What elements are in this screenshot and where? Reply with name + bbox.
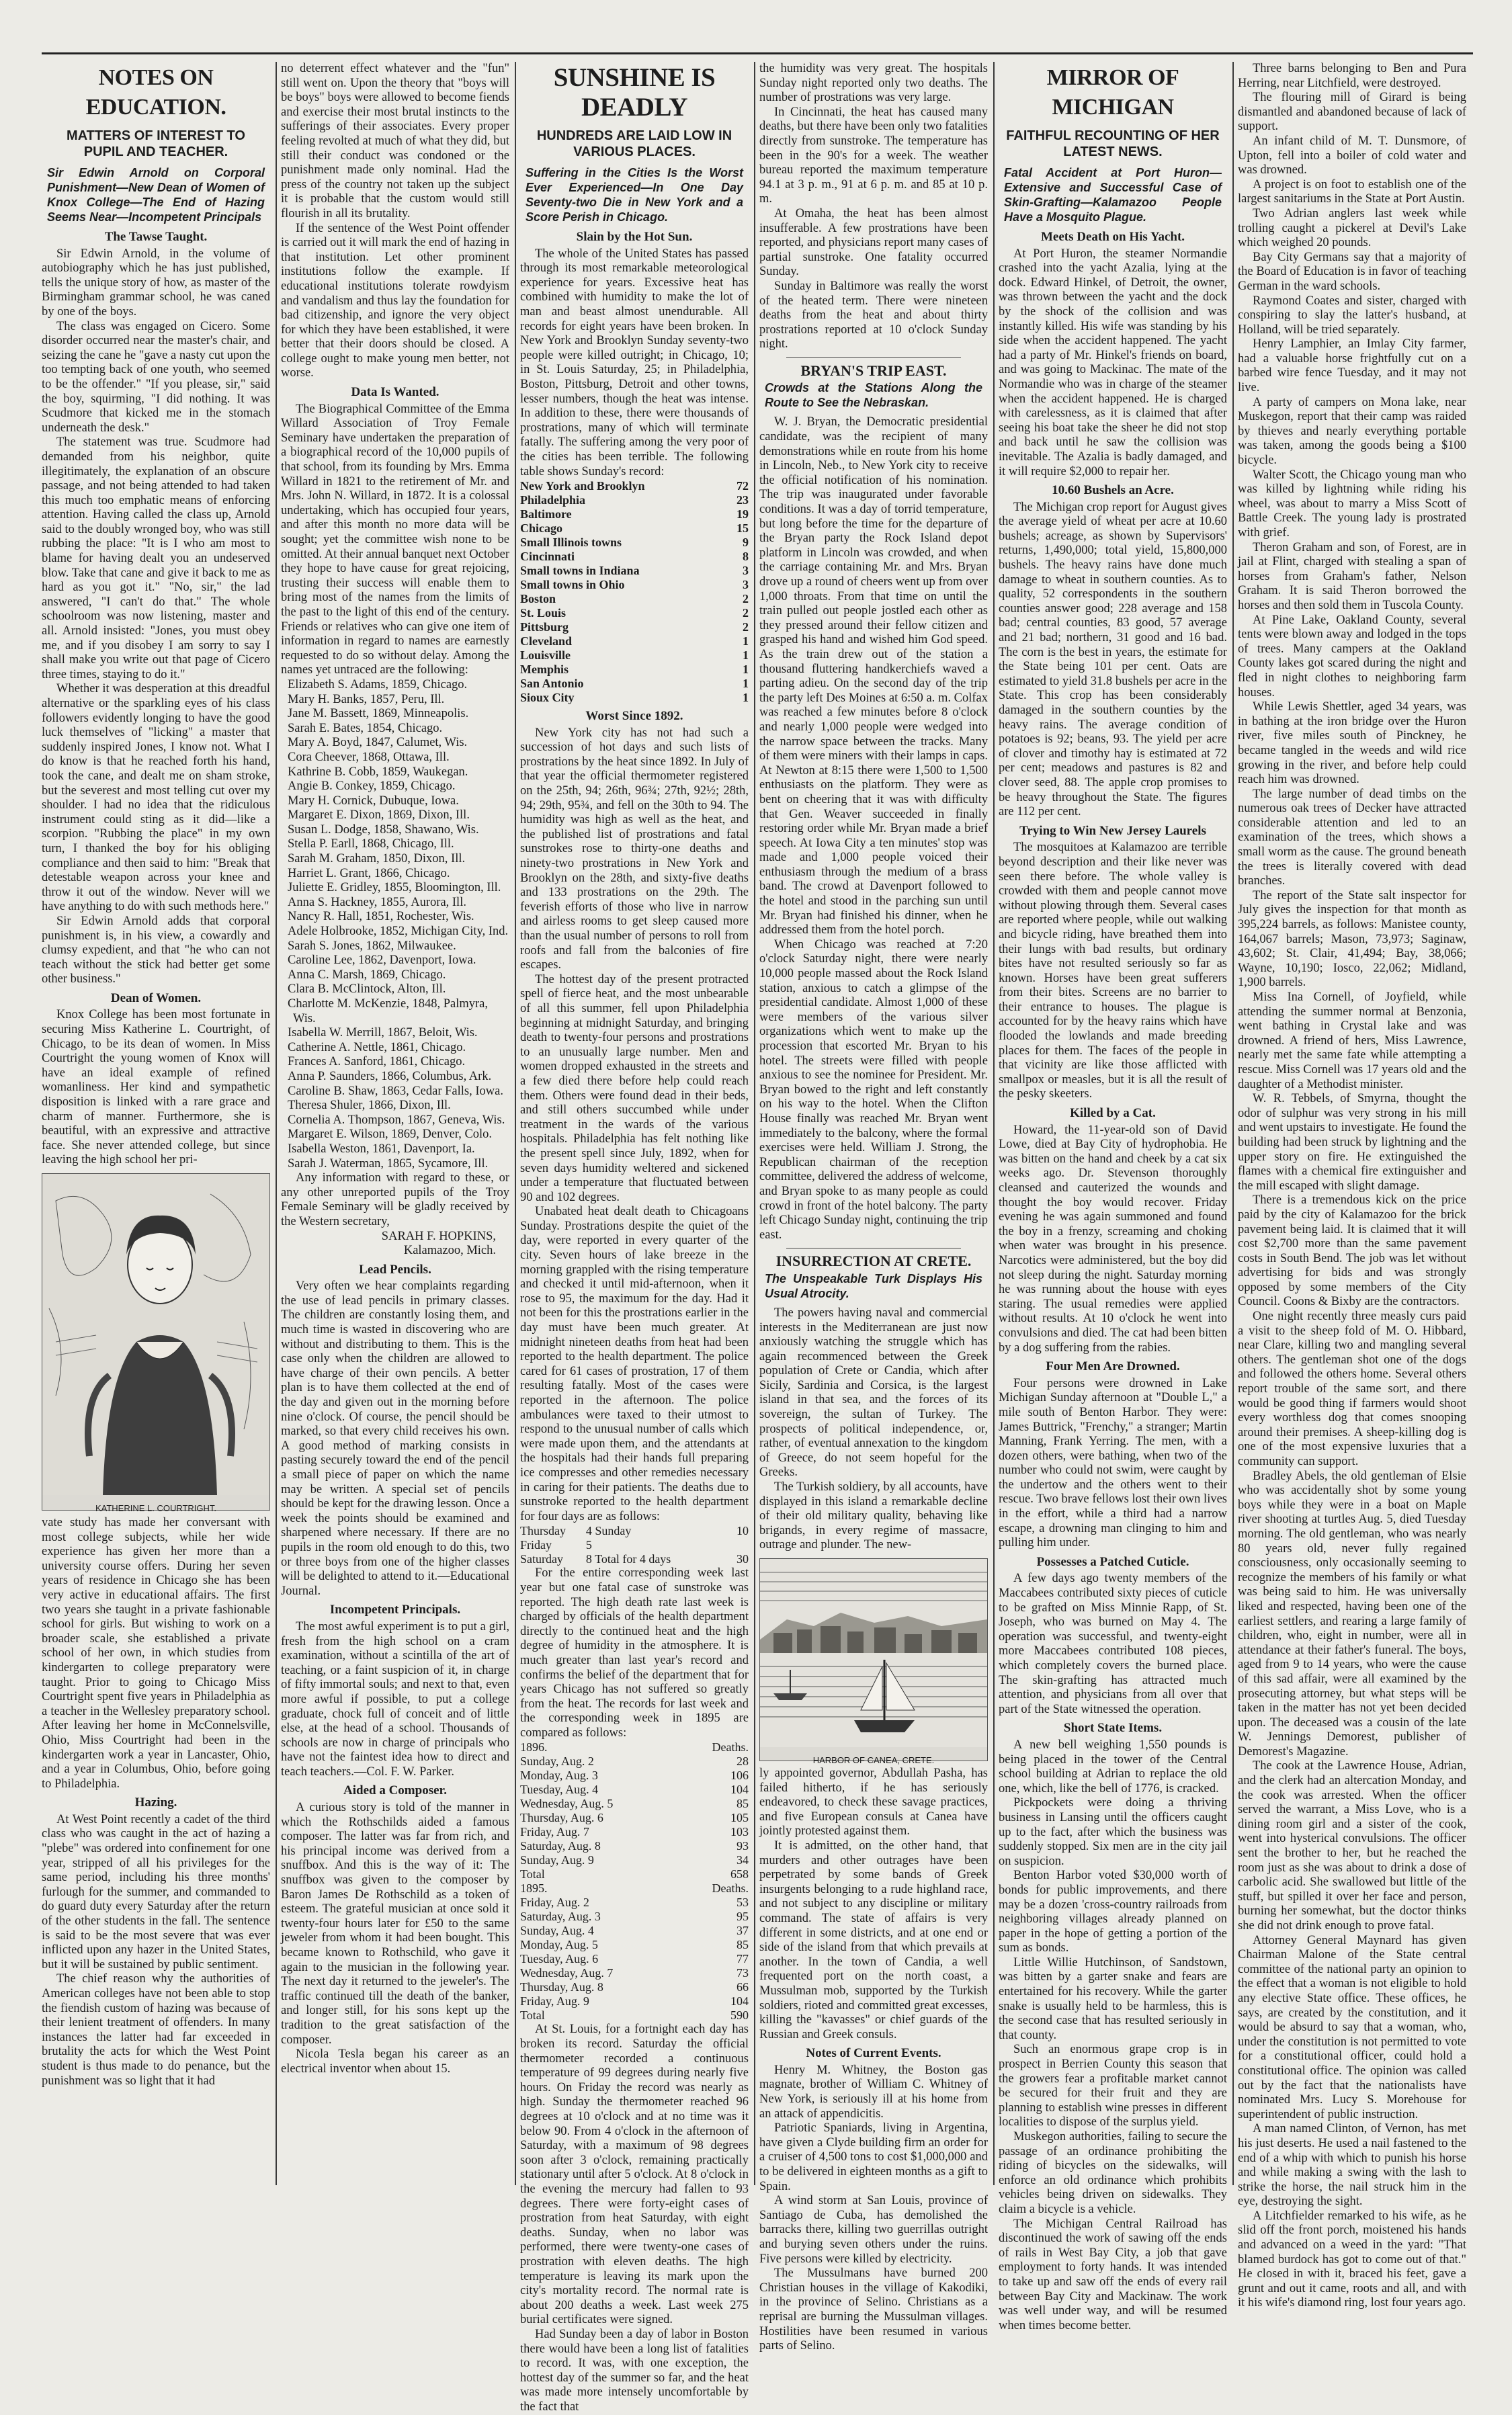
- table-row: [520, 677, 749, 691]
- table-row: [520, 1994, 749, 2008]
- table-cell: Saturday, Aug. 8: [520, 1839, 601, 1853]
- table-cell: Cincinnati: [520, 550, 575, 564]
- untraced-name-item: Margaret E. Wilson, 1869, Denver, Colo.: [288, 1128, 493, 1142]
- paragraph: A man named Clinton, of Vernon, has met his just deserts. He used a nail fastened to the end of a whip with which to punish his horse and while making a swing with the lash to strike the horse, the nail struck him in the eye, destroying the sight.: [1238, 2122, 1466, 2209]
- paragraph: Sunday in Baltimore was really the worst of the heated term. There were nineteen deaths from the heat and about thirty prostrations reported at 10 o'clock Sunday night.: [759, 279, 988, 351]
- table-row: [520, 493, 749, 507]
- paragraph: The Michigan crop report for August gives the average yield of wheat per acre at 10.60 bushels; acreage, as shown by Supervisors' returns, 1,490,000; total yield, 15,800,000 bushels. The heavy rains have done much damage to wheat in southern counties. As to quality, 52 correspondents in the southern counties answer good; 228 average and 158 bad; central counties, 83 good, 57 average and 21 bad; northern, 31 good and 16 bad. The corn is the best in years, the estimate for the State being 101 per cent. Oats are estimated to yield 31.8 bushels per acre in the State. This crop has been considerably damaged in the southern counties by the heavy rains. The average condition of potatoes is 92; beans, 93. The yield per acre of clover and timothy hay is estimated at 72 per cent; meadows and pastures is 82 and clover seed, 88. The apple crop promises to be heavy throughout the State. The figures are 112 per cent.: [999, 500, 1227, 819]
- subdeck: Sir Edwin Arnold on Corporal Punishment—New Dean of Women of Knox College—The End of Hazing Seems Near—Incompetent Principals: [47, 166, 265, 224]
- table-cell: New York and Brooklyn: [520, 479, 645, 493]
- paragraph: A few days ago twenty members of the Maccabees contributed sixty pieces of cuticle to be grafted on Miss Minnie Rapp, of St. Joseph, who was burned on May 4. The operation was successful, and twenty-eight more Maccabees contributed 108 pieces, which completely covers the burned place. The skin-grafting has attracted much attention, and physicians from all over that part of the State witnessed the operation.: [999, 1572, 1227, 1716]
- table-cell: 93: [737, 1839, 749, 1853]
- table-row: [520, 1811, 749, 1825]
- deaths-1896-table: [520, 1740, 749, 1881]
- table-cell: Thursday: [520, 1524, 566, 1538]
- paragraph: Knox College has been most fortunate in securing Miss Katherine L. Courtright, of Chicago, to be its dean of women. In Miss Courtright the young women of Knox will have an ideal example of refined womanliness. Her kind and sympathetic disposition is linked with a rare grace and charm of manner. Furthermore, she is beautiful, with an expressive and attractive face. She never attended college, but since leaving the high school her pri-: [42, 1008, 270, 1167]
- table-cell: Saturday: [520, 1552, 563, 1566]
- paragraph: Henry M. Whitney, the Boston gas magnate, brother of William C. Whitney of New York, is seriously ill at his home from an attack of appendicitis.: [759, 2063, 988, 2121]
- column-5: [999, 62, 1227, 2332]
- paragraph: Muskegon authorities, failing to secure the passage of an ordinance prohibiting the riding of bicycles on the sidewalks, will enforce an old ordinance which prohibits vehicles being driven on sidewalks. They claim a bicycle is a vehicle.: [999, 2130, 1227, 2216]
- table-cell: 95: [737, 1910, 749, 1924]
- subdeck: The Unspeakable Turk Displays His Usual Atrocity.: [765, 1271, 982, 1300]
- table-row: [520, 663, 749, 677]
- table-cell: 9: [743, 536, 749, 550]
- untraced-name-item: Sarah S. Jones, 1862, Milwaukee.: [288, 939, 456, 953]
- subhead: Hazing.: [134, 1795, 177, 1810]
- untraced-name-item: Anna P. Saunders, 1866, Columbus, Ark.: [288, 1069, 492, 1083]
- paragraph: the humidity was very great. The hospitals Sunday night reported only two deaths. The number of prostrations was very large.: [759, 62, 988, 105]
- untraced-name-item: Isabella W. Merrill, 1867, Beloit, Wis.: [288, 1026, 478, 1040]
- untraced-name-item: Mary H. Banks, 1857, Peru, Ill.: [288, 692, 445, 706]
- paragraph: W. R. Tebbels, of Smyrna, thought the odor of sulphur was very strong in his mill and went upstairs to investigate. He found the building had been struck by lightning and the upper story on fire. He extinguished the flames with a chemical fire extinguisher and the mill escaped with slight damage.: [1238, 1092, 1466, 1193]
- table-cell: 1: [743, 677, 749, 691]
- untraced-name-item: Anna S. Hackney, 1855, Aurora, Ill.: [288, 895, 466, 909]
- portrait-illustration: [42, 1173, 270, 1511]
- table-cell: 53: [737, 1896, 749, 1910]
- table-cell: 19: [737, 507, 749, 521]
- table-cell: Deaths.: [712, 1881, 749, 1896]
- paragraph: Two Adrian anglers last week while trolling caught a pickerel at Devil's Lake which weighed 20 pounds.: [1238, 206, 1466, 250]
- column-3: [520, 62, 749, 2414]
- table-row: [520, 1896, 749, 1910]
- table-cell: Friday: [520, 1538, 552, 1552]
- headline-mirror-of-michigan: MIRROR OF MICHIGAN: [1046, 65, 1179, 120]
- subdeck: Crowds at the Stations Along the Route to See the Nebraskan.: [765, 381, 982, 410]
- paragraph: Bradley Abels, the old gentleman of Elsie who was accidentally shot by some young boys while they were in a boat on Maple river shooting at turtles Aug. 5, died Tuesday morning. The old gentleman, who was nearly 80 years old, never fully regained consciousness, only occasionally seeming to recognize the members of his family or what was being said to him. He was universally liked and respected, having been one of the earliest settlers, and rearing a large family of children, who, eight in number, were all in attendance at their father's funeral. The boys, aged from 9 to 14 years, who were the cause of this sad affair, were all examined by the prosecuting attorney, but what steps will be taken in the matter has not yet been decided upon. The deceased was a cousin of the late W. Jennings Demorest, publisher of Demorest's Magazine.: [1238, 1469, 1466, 1759]
- deaths-1895-table: [520, 1881, 749, 2023]
- table-cell: Chicago: [520, 521, 562, 536]
- subhead: Data Is Wanted.: [351, 385, 439, 400]
- paragraph: A curious story is told of the manner in which the Rothschilds aided a famous composer. The latter was far from rich, and his principal income was derived from a snuffbox. And this is the way of it: The snuffbox was given to the composer by Baron James De Rothschild as a token of esteem. The grateful musician at once sold it twenty-four hours later for £50 to the same jeweler from whom it had been bought. This became known to Rothschild, who gave it again to the musician in the following year. The next day it returned to the jeweler's. The traffic continued till the death of the banker, and longer still, for his sons kept up the tradition to the great satisfaction of the composer.: [281, 1801, 509, 2047]
- table-row: [520, 1867, 749, 1881]
- table-row: [520, 606, 749, 620]
- table-cell: 1895.: [520, 1881, 548, 1896]
- signature-name: SARAH F. HOPKINS,: [381, 1229, 496, 1243]
- paragraph: It is admitted, on the other hand, that murders and other outrages have been perpetrated by some bands of Greek insurgents belonging to a rude highland race, and not subject to any discipline or military command. The state of affairs is very different in some districts, and at one end or side of the island from that which prevails at another. In the town of Candia, a well frequented port on the north coast, a Mussulman mob, supported by the Turkish soldiers, rioted and committed great excesses, killing the "kavasses" or chief guards of the Russian and Greek consuls.: [759, 1838, 988, 2041]
- table-row: [520, 691, 749, 705]
- table-cell: Wednesday, Aug. 5: [520, 1797, 614, 1811]
- paragraph: New York city has not had such a succession of hot days and such lists of prostrations by the heat since 1892. In July of that year the official thermometer registered on the 25th, 94; 26th, 96¾; 27th, 92½; 28th, 94; 29th, 95¾, and fell on the 30th to 94. The humidity was high as well as the heat, and the published list of prostrations and fatal sunstrokes rose to thirty-one deaths and ninety-two prostrations in New York and Brooklyn on the 28th, and sixty-five deaths and 133 prostrations on the 29th. The feverish efforts of those who live in narrow and airless rooms to get sleep caused more than the usual number of persons to roll from roofs and fall from the balconies of fire escapes.: [520, 726, 749, 972]
- paragraph: The flouring mill of Girard is being dismantled and abandoned because of lack of support.: [1238, 91, 1466, 134]
- table-cell: 72: [737, 479, 749, 493]
- paragraph: Henry Lamphier, an Imlay City farmer, had a valuable horse frightfully cut on a barbed wire fence Tuesday, and it may not live.: [1238, 337, 1466, 395]
- column-rule: [515, 62, 516, 2185]
- paragraph: Unabated heat dealt death to Chicagoans Sunday. Prostrations despite the quiet of the day, were reported in every quarter of the city. Seven hours of lake breeze in the morning grappled with the rising temperature and checked it until mid-afternoon, when it rose to 95, the maximum for the day. Had it not been for this the prostrations earlier in the day must have been much greater. At midnight nineteen deaths from heat had been reported to the health department. The police cared for 61 cases of prostration, 17 of them resulting fatally. Most of the cases were reported in the afternoon. The police ambulances were taxed to their utmost to respond to the unusual number of calls which were made upon them, and the attendants at the hospitals had their hands full preparing ice compresses and other remedies necessary in caring for their patients. The deaths due to sunstroke reported to the health department for four days are as follows:: [520, 1205, 749, 1523]
- table-cell: 4 Sunday: [585, 1524, 632, 1538]
- paragraph: Raymond Coates and sister, charged with conspiring to slay the latter's husband, at Holland, will be tried separately.: [1238, 294, 1466, 337]
- untraced-name-item: Clara B. McClintock, Alton, Ill.: [288, 982, 446, 997]
- subhead: Lead Pencils.: [359, 1262, 431, 1277]
- paragraph: A party of campers on Mona lake, near Muskegon, report that their camp was raided by thieves and nearly everything portable was taken, among the goods being a $100 bicycle.: [1238, 395, 1466, 468]
- untraced-name-item: Juliette E. Gridley, 1855, Bloomington, Ill.: [288, 881, 501, 895]
- table-cell: Memphis: [520, 663, 569, 677]
- paragraph: A project is on foot to establish one of the largest sanitariums in the State at Port Austin.: [1238, 177, 1466, 206]
- subhead: Slain by the Hot Sun.: [576, 230, 693, 244]
- table-row: [520, 1552, 749, 1566]
- subhead: Possesses a Patched Cuticle.: [1036, 1554, 1189, 1569]
- paragraph: The report of the State salt inspector for July gives the inspection for that month as 395,224 barrels, as follows: Manistee county, 164,067 barrels; Mason, 73,973; Saginaw, 43,602; St. Clair, 41,494; Bay, 38,066; Wayne, 10,190; Iosco, 22,062; Midland, 1,900 barrels.: [1238, 888, 1466, 990]
- table-cell: 2: [743, 606, 749, 620]
- untraced-name-item: Jane M. Bassett, 1869, Minneapolis.: [288, 707, 469, 721]
- paragraph: The powers having naval and commercial interests in the Mediterranean are just now anxiously watching the struggle which has again recommenced between the Greek population of Crete or Candia, which after Sicily, Sardinia and Corsica, is the largest island in that sea, and the forces of its sovereign, the sultan of Turkey. The prospects of political independence, or, rather, of eventual annexation to the kingdom of Greece, do not seem hopeful for the Greeks.: [759, 1306, 988, 1480]
- untraced-name-item: Adele Holbrooke, 1852, Michigan City, Ind.: [288, 925, 509, 939]
- paragraph: The cook at the Lawrence House, Adrian, and the clerk had an altercation Monday, and the cook was arrested. When the officer served the warrant, a Miss Love, who is a dining room girl and a sister of the cook, went into hysterical convulsions. The officer sent the brother to her, but he reached the room just as she was about to drink a dose of carbolic acid. She swallowed but little of the stuff, but spilled it over her face and person, burning her somewhat, but the doctor thinks she did not drink enough to prove fatal.: [1238, 1759, 1466, 1933]
- paragraph: The hottest day of the present protracted spell of fierce heat, and the most unbearable of all this summer, fell upon Philadelphia beginning at midnight Saturday, and bringing death to twenty-four persons and prostrations to an unusually large number. Men and women dropped exhausted in the streets and a few died there before help could reach them. Others were found dead in their beds, and still others succumbed while under treatment in the wards of the various hospitals. Philadelphia has felt nothing like the present spell since July, 1892, when for seven days humidity weltered and sickened under a temperature that fluctuated between 90 and 102 degrees.: [520, 972, 749, 1204]
- table-row: [520, 1853, 749, 1867]
- paragraph: Bay City Germans say that a majority of the Board of Education is in favor of teaching German in the ward schools.: [1238, 250, 1466, 293]
- subhead: Incompetent Principals.: [329, 1603, 461, 1617]
- column-rule: [1232, 62, 1234, 2185]
- paragraph: The large number of dead timbs on the numerous oak trees of Decker have attracted considerable attention and led to an examination of the trees, which shows a small worm as the cause. The ground beneath the trees is literally covered with dead branches.: [1238, 787, 1466, 888]
- table-cell: 1: [743, 648, 749, 663]
- table-cell: 30: [737, 1552, 749, 1566]
- table-cell: 105: [730, 1811, 749, 1825]
- table-cell: [708, 1538, 749, 1552]
- paragraph: Patriotic Spaniards, living in Argentina, have given a Clyde building firm an order for a cruiser of 4,500 tons to cost $1,000,000 and to be delivered in eighteen months as a gift to Spain.: [759, 2121, 988, 2193]
- paragraph: The chief reason why the authorities of American colleges have not been able to stop the fiendish custom of hazing was because of their lenient treatment of offenders. In many instances the latter had far exceeded in brutality the acts for which the West Point student is thus made to do penance, but the punishment was so light that it had: [42, 1972, 270, 2088]
- paragraph: For the entire corresponding week last year but one fatal case of sunstroke was reported. The high death rate last week is charged by officials of the health department directly to the continued heat and the high degree of humidity in the atmosphere. It is much greater than last year's record and confirms the belief of the department that for years Chicago has not suffered so greatly from the heat. The records for last week and the corresponding week in 1895 are compared as follows:: [520, 1566, 749, 1740]
- paragraph: The statement was true. Scudmore had demanded from his neighbor, quite illegitimately, the explanation of an obscure passage, and not being attended to had taken this much too emphatic means of enforcing attention. Having called the class up, Arnold said to the doubly wronged boy, who was still rubbing the place: "It is I who am most to blame for having dealt you an undeserved blow. Take that cane and give it back to me as hard as you got it." "No, sir," the lad answered, "I can't do that." The whole schoolroom was now listening, master and all. Arnold insisted: "Jones, you must obey me, and if you disobey I am sorry to say I shall make you write out that page of Cicero three times, staying to do it.": [42, 435, 270, 681]
- untraced-name-item: Isabella Weston, 1861, Davenport, Ia.: [288, 1142, 475, 1156]
- portrait-caption: KATHERINE L. COURTRIGHT.: [95, 1502, 217, 1513]
- paragraph: A Litchfielder remarked to his wife, as he slid off the front porch, moistened his hands and advanced on a weed in the yard: "That blamed burdock has got to come out of that." He closed in with it, braced his feet, gave a grunt and out it came, roots and all, and with it his wife's diamond ring, lost four years ago.: [1238, 2209, 1466, 2310]
- table-cell: 2: [743, 620, 749, 634]
- untraced-name-item: Caroline B. Shaw, 1863, Cedar Falls, Iowa.: [288, 1084, 503, 1098]
- table-cell: Pittsburg: [520, 620, 569, 634]
- subhead: Trying to Win New Jersey Laurels: [1019, 823, 1206, 838]
- table-cell: 5: [585, 1538, 592, 1552]
- table-cell: Monday, Aug. 5: [520, 1938, 598, 1952]
- untraced-name-item: Caroline Lee, 1862, Davenport, Iowa.: [288, 954, 476, 968]
- paragraph: Four persons were drowned in Lake Michigan Sunday afternoon at "Double L," a mile south of Benton Harbor. They were: James Buttrick, "Frenchy," a stranger; Martin Manning, Frank Yerring. The men, with a dozen others, were bathing, when two of the number who could not swim, were caught by the undertow and the others went to their rescue. Two brave fellows lost their own lives in the effort, while a third had a narrow escape, a drowning man clinging to him and pulling him under.: [999, 1376, 1227, 1550]
- paragraph: Such an enormous grape crop is in prospect in Berrien County this season that the growers fear a profitable market cannot be secured for their fruit and they are planning to establish wine presses in different localities to dispose of the surplus yield.: [999, 2043, 1227, 2129]
- untraced-name-item: Elizabeth S. Adams, 1859, Chicago.: [288, 677, 468, 691]
- table-cell: Sunday, Aug. 4: [520, 1924, 594, 1938]
- paragraph: The whole of the United States has passed through its most remarkable meteorological experience for years. Excessive heat has combined with humidity to make the lot of man and beast almost unendurable. All records for eight years have been broken. In New York and Brooklyn Sunday seventy-two people were killed outright; in Chicago, 10; in St. Louis Saturday, 25; in Philadelphia, Boston, Pittsburg, Detroit and other towns, lesser numbers, though the heat was intense. In addition to these, there were thousands of prostrations, many of which will terminate fatally. The suffering among the very poor of the cities has been terrible. The following table shows Sunday's record:: [520, 247, 749, 478]
- table-cell: Tuesday, Aug. 6: [520, 1952, 599, 1966]
- table-row: [520, 1839, 749, 1853]
- table-cell: 658: [730, 1867, 749, 1881]
- masthead-rule: [42, 52, 1473, 54]
- deck: HUNDREDS ARE LAID LOW IN VARIOUS PLACES.: [536, 128, 732, 159]
- paragraph: no deterrent effect whatever and the "fun" still went on. Upon the theory that "boys will be boys" boys were allowed to become fiends and exercise their most brutal instincts to the sufferings of their associates. Every proper feeling revolted at much of what they did, but still their conduct was condoned or the punishment made only nominal. Had the press of the country not taken up the subject it is probable that the custom would still flourish in all its brutality.: [281, 62, 509, 220]
- table-row: [520, 507, 749, 521]
- paragraph: An infant child of M. T. Dunsmore, of Upton, fell into a boiler of cold water and was drowned.: [1238, 134, 1466, 177]
- paragraph: Sir Edwin Arnold adds that corporal punishment is, in his view, a cowardly and clumsy expedient, and that "he who can not teach without the stick had better get some other business.": [42, 914, 270, 986]
- paragraph: Whether it was desperation at this dreadful alternative or the sparkling eyes of his class followers evidently longing to have the good luck themselves of "licking" a master that suddenly inspired Jones, I know not. What I do know is that he reached forth his hand, took the cane, and dealt me on sham stroke, but the severest and most telling cut over my shoulder. I had no idea that the ridiculous instrument could sting as it did—like a scorpion. "Rubbing the place" in my own turn, I thanked the boy for his obliging compliance and then said to him: "Break that detestable weapon across your knee and throw it out of the window. Never will we have anything to do with such methods here.": [42, 682, 270, 914]
- untraced-name-item: Theresa Shuler, 1866, Dixon, Ill.: [288, 1099, 451, 1113]
- untraced-name-item: Harriet L. Grant, 1866, Chicago.: [288, 866, 450, 880]
- paragraph: Had Sunday been a day of labor in Boston there would have been a long list of fatalities to record. It was, with one exception, the hottest day of the summer so far, and the heat was made more intensely uncomfortable by the fact that: [520, 2327, 749, 2414]
- untraced-name-item: Catherine A. Nettle, 1861, Chicago.: [288, 1040, 466, 1054]
- headline-notes-on-education: NOTES ON EDUCATION.: [85, 65, 226, 120]
- table-cell: 106: [730, 1769, 749, 1783]
- table-cell: 104: [730, 1994, 749, 2008]
- table-row: [520, 1538, 749, 1552]
- untraced-name-item: Cora Cheever, 1868, Ottawa, Ill.: [288, 750, 450, 764]
- table-cell: Cleveland: [520, 634, 573, 648]
- table-row: [520, 550, 749, 564]
- column-rule: [276, 62, 277, 2185]
- untraced-names-list: [281, 678, 509, 1171]
- subhead: Four Men Are Drowned.: [1046, 1359, 1180, 1374]
- table-cell: 66: [737, 1980, 749, 1994]
- untraced-name-item: Sarah J. Waterman, 1865, Sycamore, Ill.: [288, 1156, 489, 1171]
- table-cell: 3: [743, 564, 749, 578]
- subdeck: Fatal Accident at Port Huron—Extensive and Successful Case of Skin-Grafting—Kalamazoo People Have a Mosquito Plague.: [1004, 166, 1222, 224]
- untraced-name-item: Sarah E. Bates, 1854, Chicago.: [288, 721, 443, 735]
- harbor-illustration: [759, 1558, 988, 1765]
- table-cell: 77: [737, 1952, 749, 1966]
- paragraph: Miss Ina Cornell, of Joyfield, while attending the summer normal at Benzonia, went bathing in Crystal lake and was drowned. A friend of hers, Miss Lawrence, nearly met the same fate while attempting a rescue. Miss Cornell was 17 years old and the daughter of a Methodist minister.: [1238, 990, 1466, 1091]
- table-row: [520, 479, 749, 493]
- table-row: [520, 1966, 749, 1980]
- paragraph: Any information with regard to these, or any other unreported pupils of the Troy Female Seminary will be gladly received by the Western secretary,: [281, 1171, 509, 1228]
- table-cell: 590: [730, 2008, 749, 2023]
- table-cell: Small towns in Ohio: [520, 578, 625, 592]
- table-cell: Small Illinois towns: [520, 536, 622, 550]
- headline-insurrection-at-crete: INSURRECTION AT CRETE.: [775, 1253, 972, 1270]
- paragraph: Theron Graham and son, of Forest, are in jail at Flint, charged with stealing a span of horses from Graham's father, Nelson Graham. It is said Theron borrowed the horses and then sold them in Tuscola County.: [1238, 540, 1466, 612]
- subhead: The Tawse Taught.: [104, 230, 208, 244]
- paragraph: The mosquitoes at Kalamazoo are terrible beyond description and their like never was seen there before. The whole valley is crowded with them and people cannot move without plowing through them. Several cases are reported where people, while out walking and bicycle riding, have breathed them into their lungs with bad results, but ordinary bites have not resulted seriously so far as known. Horses have been great sufferers from their bites. Screens are no barrier to their entrance to houses. The plague is accounted for by the heavy rains which have flooded the lowlands and made breeding places for them. The faces of the people in that vicinity are like those afflicted with smallpox or measles, but it is all the result of the pesky skeeters.: [999, 841, 1227, 1101]
- table-cell: Friday, Aug. 9: [520, 1994, 589, 2008]
- paragraph: Little Willie Hutchinson, of Sandstown, was bitten by a garter snake and fears are entertained for his recovery. While the garter snake is usually held to be harmless, this is the second case that has resulted seriously in that county.: [999, 1955, 1227, 2042]
- paragraph: Attorney General Maynard has given Chairman Malone of the State central committee of the national party an opinion to the effect that a woman is not eligible to hold any elective State office. These offices, he says, are created by the constitution, and it would be absurd to say that a woman, who, under the constitution is not permitted to vote for a constitutional officer, could hold a constitutional office. The opinion was called out by the fact that the nationalists have nominated Mrs. Lucy S. Morehouse for superintendent of public instruction.: [1238, 1933, 1466, 2121]
- paragraph: Nicola Tesla began his career as an electrical inventor when about 15.: [281, 2047, 509, 2076]
- column-4: [759, 62, 988, 2353]
- paragraph: W. J. Bryan, the Democratic presidential candidate, was the recipient of many demonstrations while en route from his home in Lincoln, Neb., to New York city to receive the official notification of his nomination. The trip was inaugurated under favorable conditions. It was a day of torrid temperature, but long before the time for the departure of the Bryan party the Rock Island depot platform in Lincoln was crowded, and when the carriage containing Mr. and Mrs. Bryan drove up a round of cheers went up from over 1,000 throats. From that time on until the train pulled out people jostled each other as they pressed around their fellow citizen and grasped his hand and wished him God speed. As the train drew out of the station a thousand fluttering handkerchiefs waved a parting adieu. On the second day of the trip the party left Des Moines at 6:50 a. m. Colfax was reached a few minutes before 8 o'clock and nearly 1,000 people were wedged into the narrow space between the tracks. Many of them were miners with their lamps in caps. At Newton at 8:15 there were 1,500 to 1,500 enthusiasts on the platform. They were as bent on cheering that it was with difficulty that Gen. Weaver succeeded in finally restoring order while Mr. Bryan made a brief speech. At Iowa City a ten minutes' stop was made and 1,000 people voiced their enthusiasm through the medium of a brass band. The crowd at Davenport followed to the hotel and stood in the parching sun until Mr. Bryan had finished his dinner, when he addressed them from the hotel porch.: [759, 415, 988, 937]
- subhead: Notes of Current Events.: [806, 2046, 941, 2061]
- subhead: Dean of Women.: [110, 990, 202, 1005]
- paragraph: At Pine Lake, Oakland County, several tents were blown away and lodged in the tops of trees. Many campers at the Oakland County lakes got scared during the night and fled in night clothes to neighboring farm houses.: [1238, 613, 1466, 700]
- paragraph: ly appointed governor, Abdullah Pasha, has failed hitherto, if he has seriously endeavored, to check these savage practices, and five European consuls at Canea have jointly protested against them.: [759, 1767, 988, 1838]
- table-row: [520, 592, 749, 606]
- harbor-caption: HARBOR OF CANEA, CRETE.: [812, 1754, 935, 1765]
- table-cell: Saturday, Aug. 3: [520, 1910, 601, 1924]
- table-cell: 103: [730, 1825, 749, 1839]
- deck: MATTERS OF INTEREST TO PUPIL AND TEACHER.: [67, 128, 245, 159]
- table-row: [520, 578, 749, 592]
- table-row: [520, 1797, 749, 1811]
- untraced-name-item: Sarah M. Graham, 1850, Dixon, Ill.: [288, 852, 466, 866]
- table-cell: Thursday, Aug. 8: [520, 1980, 603, 1994]
- newspaper-page: [42, 55, 1473, 2414]
- untraced-name-item: Angie B. Conkey, 1859, Chicago.: [288, 779, 456, 794]
- table-row: [520, 648, 749, 663]
- table-cell: Small towns in Indiana: [520, 564, 640, 578]
- subhead: Meets Death on His Yacht.: [1040, 230, 1185, 244]
- table-cell: 8: [743, 550, 749, 564]
- untraced-name-item: Susan L. Dodge, 1858, Shawano, Wis.: [288, 822, 479, 837]
- table-row: [520, 564, 749, 578]
- paragraph: Very often we hear complaints regarding the use of lead pencils in primary classes. The children are constantly losing them, and much time is wasted in discovering who are without and distributing to them. This is the case only when the children are allowed to have charge of their own pencils. A better plan is to have them collected at the end of the day and given out in the morning before nine o'clock. Of course, the pencil should be marked, so that every child receives his own. A good method of marking consists in pasting securely toward the end of the pencil a small piece of paper on which the name may be written. A special set of pencils should be kept for the drawing lesson. Once a week the points should be examined and sharpened where necessary. If there are no pupils in the room old enough to do this, two or three boys from one of the higher classes will be delighted to attend to it.—Educational Journal.: [281, 1279, 509, 1598]
- headline-bryans-trip: BRYAN'S TRIP EAST.: [800, 362, 947, 379]
- table-row: [520, 1881, 749, 1896]
- table-cell: 37: [737, 1924, 749, 1938]
- untraced-name-item: Charlotte M. McKenzie, 1848, Palmyra, Wis.: [288, 997, 488, 1025]
- subhead: Killed by a Cat.: [1070, 1106, 1156, 1121]
- table-row: [520, 536, 749, 550]
- table-row: [520, 1769, 749, 1783]
- table-cell: 85: [737, 1938, 749, 1952]
- table-cell: 2: [743, 592, 749, 606]
- table-cell: 10: [737, 1524, 749, 1538]
- table-cell: 23: [737, 493, 749, 507]
- paragraph: When Chicago was reached at 7:20 o'clock Saturday night, there were nearly 10,000 people massed about the Rock Island station, anxious to catch a glimpse of the presidential candidate. Almost 1,000 of these were members of the various silver organizations which went to make up the procession that escorted Mr. Bryan to his hotel. The streets were filled with people anxious to see the nominee for President. Mr. Bryan bowed to the right and left constantly on his way to the hotel. When the Clifton House finally was reached Mr. Bryan went immediately to the balcony, where the formal exercises were held. William J. Strong, the Republican chairman of the reception committee, delivered the address of welcome, and Bryan spoke to as many people as could crowd in front of the hotel balcony. The party left Chicago Sunday night, continuing the trip east.: [759, 937, 988, 1242]
- table-cell: 73: [737, 1966, 749, 1980]
- paragraph: A new bell weighing 1,550 pounds is being placed in the tower of the Central school building at Adrian to replace the old one, which, like the bell of 1776, is cracked.: [999, 1738, 1227, 1795]
- table-cell: Total: [520, 2008, 545, 2023]
- paragraph: The Mussulmans have burned 200 Christian houses in the village of Kakodiki, in the province of Selino. Christians as a reprisal are burning the Mussulman villages. Hostilities have been resumed in various parts of Selino.: [759, 2266, 988, 2353]
- table-row: [520, 1910, 749, 1924]
- deaths-by-city-table: [520, 479, 749, 705]
- table-row: [520, 1783, 749, 1797]
- untraced-name-item: Stella P. Earll, 1868, Chicago, Ill.: [288, 837, 454, 851]
- subhead: Worst Since 1892.: [585, 709, 683, 724]
- table-cell: 1: [743, 634, 749, 648]
- table-cell: Baltimore: [520, 507, 572, 521]
- column-6: [1238, 62, 1466, 2310]
- paragraph: Howard, the 11-year-old son of David Lowe, died at Bay City of hydrophobia. He was bitten on the hand and cheek by a cat six weeks ago. Dr. Stevenson thoroughly cleansed and cauterized the wounds and thought the boy would recover. Friday evening he was again summoned and found the boy in a frenzy, screaming and choking when water was brought in his presence. Narcotics were administered, but the boy did not sleep during the night. Saturday morning he was running about the house with eyes staring. The usual remedies were applied without results. At 10 o'clock he went into convulsions and died. The cat had been bitten by a dog suffering from the rabies.: [999, 1123, 1227, 1355]
- column-1: [42, 62, 270, 2185]
- paragraph: The most awful experiment is to put a girl, fresh from the high school on a cram examination, without a scintilla of the art of teaching, or a faint suspicion of it, in charge of fifty immortal souls; and next to that, even more awful if possible, to put a college graduate, chock full of conceit and of little else, at the head of a school. Thousands of schools are now in charge of principals who have not the faintest idea how to direct and teach teachers.—Col. F. W. Parker.: [281, 1619, 509, 1779]
- table-cell: Louisville: [520, 648, 571, 663]
- paragraph: The Biographical Committee of the Emma Willard Association of Troy Female Seminary have undertaken the preparation of a biographical record of the 10,000 pupils of that school, from its founding by Mrs. Emma Willard in 1821 to the retirement of Mr. and Mrs. John N. Willard, in 1872. It is a colossal undertaking, which has occupied four years, and after this month no more data will be sought; yet the committee wish none to be omitted. At their annual banquet next October they hope to have cause for great rejoicing, trusting their success will enable them to bring most of the names from the limits of the past to the light of this end of the century. Friends or relatives who can give one item of information in regard to names are earnestly requested to do so without delay. Among the names yet untraced are the following:: [281, 402, 509, 677]
- table-row: [520, 2008, 749, 2023]
- table-cell: Tuesday, Aug. 4: [520, 1783, 599, 1797]
- table-cell: 104: [730, 1783, 749, 1797]
- table-row: [520, 634, 749, 648]
- table-cell: 1: [743, 691, 749, 705]
- table-cell: 1896.: [520, 1740, 548, 1754]
- table-row: [520, 1740, 749, 1754]
- paragraph: The Michigan Central Railroad has discontinued the work of sawing off the ends of rails in West Bay City, a job that gave employment to forty hands. It was intended to take up and saw off the ends of every rail between Bay City and Mackinaw. The work was well under way, and will be resumed when times become better.: [999, 2217, 1227, 2332]
- table-cell: Philadelphia: [520, 493, 586, 507]
- untraced-name-item: Kathrine B. Cobb, 1859, Waukegan.: [288, 765, 468, 779]
- paragraph: Three barns belonging to Ben and Pura Herring, near Litchfield, were destroyed.: [1238, 62, 1466, 90]
- paragraph: At Omaha, the heat has been almost insufferable. A few prostrations have been reported, and physicians report many cases of partial sunstroke. One fatality occurred Sunday.: [759, 206, 988, 279]
- paragraph: Pickpockets were doing a thriving business in Lansing until the officers caught up to the fact, after which the business was suddenly stopped. Six men are in the city jail on suspicion.: [999, 1796, 1227, 1868]
- table-row: [520, 1952, 749, 1966]
- table-cell: Boston: [520, 592, 556, 606]
- paragraph: There is a tremendous kick on the price paid by the city of Kalamazoo for the brick pavement being laid. It is claimed that it will cost $2,700 more than the same pavement costs in South Bend. The job was let without advertising for bids and was strongly opposed by some members of the City Council. Coons & Bixby are the contractors.: [1238, 1193, 1466, 1309]
- untraced-name-item: Cornelia A. Thompson, 1867, Geneva, Wis.: [288, 1113, 505, 1127]
- untraced-name-item: Mary H. Cornick, Dubuque, Iowa.: [288, 794, 459, 808]
- signature-place: Kalamazoo, Mich.: [403, 1244, 496, 1258]
- table-cell: 34: [737, 1853, 749, 1867]
- paragraph: While Lewis Shettler, aged 34 years, was in bathing at the iron bridge over the Huron river, five miles south of Pinckney, he became tangled in the weeds and wild rice growing in the river, and before help could reach him was drowned.: [1238, 700, 1466, 787]
- table-cell: Deaths.: [712, 1740, 749, 1754]
- column-2: [281, 62, 509, 2185]
- table-cell: Monday, Aug. 3: [520, 1769, 598, 1783]
- table-row: [520, 1980, 749, 1994]
- table-row: [520, 620, 749, 634]
- table-cell: San Antonio: [520, 677, 584, 691]
- untraced-name-item: Anna C. Marsh, 1869, Chicago.: [288, 968, 446, 982]
- untraced-name-item: Mary A. Boyd, 1847, Calumet, Wis.: [288, 736, 468, 750]
- table-cell: Sunday, Aug. 9: [520, 1853, 594, 1867]
- paragraph: Benton Harbor voted $30,000 worth of bonds for public improvements, and there may be a dozen 'cross-country railroads from neighboring villages already planned on paper in the hope of getting a portion of the sum as bonds.: [999, 1869, 1227, 1955]
- subhead: Aided a Composer.: [343, 1783, 447, 1798]
- table-cell: Sioux City: [520, 691, 575, 705]
- four-day-deaths-table: [520, 1524, 749, 1566]
- paragraph: If the sentence of the West Point offender is carried out it will mark the end of hazing in that institution. Let other prominent institutions follow the example. If educational institutions tolerate rowdyism and vandalism and thus lay the foundation for bad citizenship, and ignore the very object for which they have been established, it were better that their doors should be closed. A college ought to make young men better, not worse.: [281, 221, 509, 380]
- table-cell: Sunday, Aug. 2: [520, 1754, 594, 1769]
- table-cell: 1: [743, 663, 749, 677]
- paragraph: At Port Huron, the steamer Normandie crashed into the yacht Azalia, lying at the dock. Edward Hinkel, of Detroit, the owner, was thrown between the yacht and the dock by the shock of the collision and was instantly killed. His wife was standing by his side when the accident happened. The yacht had a party of Mr. Hinkel's friends on board, and was going to Mackinac. The mate of the Normandie who was in charge of the steamer when the accident happened. He is charged with carelessness, as it is claimed that after seeing his boat take the sheer he did not stop and back until he saw the collision was inevitable. The Azalia is badly damaged, and it will require $2,000 to repair her.: [999, 247, 1227, 478]
- paragraph: At St. Louis, for a fortnight each day has broken its record. Saturday the official thermometer recorded a continuous temperature of 99 degrees during nearly five hours. On Friday the record was nearly as high. Sunday the thermometer reached 96 degrees at 10 o'clock and at no time was it below 90. From 4 o'clock in the afternoon of Saturday, with a maximum of 98 degrees soon after 3 o'clock, remaining practically stationary until after 5 o'clock. At 8 o'clock in the evening the mercury had fallen to 93 degrees. There were forty-eight cases of prostration from heat Saturday, with eight deaths. Sunday, when no labor was performed, there were twenty-one cases of prostration with eleven deaths. The high temperature is leaving its mark upon the city's mortality record. The normal rate is about 200 deaths a week. Last week 275 burial certificates were signed.: [520, 2023, 749, 2327]
- table-row: [520, 1924, 749, 1938]
- untraced-name-item: Nancy R. Hall, 1851, Rochester, Wis.: [288, 910, 474, 924]
- paragraph: vate study has made her conversant with most college subjects, while her wide experience has given her more than a university course offers. During her seven years of residence in Chicago she has been very active in educational affairs. The first two years she taught in a private fashionable school for girls. But wishing to work on a broader scale, she established a private school of her own, in which studies from kindergarten to college preparatory were taught. Prior to going to Chicago Miss Courtright spent five years in Philadelphia as a teacher in the Wellesley preparatory school. After leaving her home in McConnelsville, Ohio, Miss Courtright had been in the kindergarten work a year in Lancaster, Ohio, and a year in Columbus, Ohio, before going to Philadelphia.: [42, 1516, 270, 1791]
- table-row: [520, 1524, 749, 1538]
- paragraph: The Turkish soldiery, by all accounts, have displayed in this island a remarkable decline of their old military quality, behaving like brigands, in every regime of massacre, outrage and plunder. The new-: [759, 1480, 988, 1552]
- column-rule: [754, 62, 755, 2185]
- paragraph: In Cincinnati, the heat has caused many deaths, but there have been only two fatalities directly from sunstroke. The temperature has been in the 90's for a week. The weather bureau reported the maximum temperature 94.1 at 3 p. m., 91 at 6 p. m. and 85 at 10 p. m.: [759, 105, 988, 206]
- paragraph: The class was engaged on Cicero. Some disorder occurred near the master's chair, and seizing the cane he "gave a nasty cut upon the too tempting back of one youth, who seemed to be the offender." "If you please, sir," said the boy, squirming, "I did nothing. It was Scudmore that kicked me in the stomach underneath the desk.": [42, 319, 270, 435]
- subhead: Short State Items.: [1063, 1721, 1163, 1736]
- untraced-name-item: Margaret E. Dixon, 1869, Dixon, Ill.: [288, 808, 470, 822]
- table-cell: Total: [520, 1867, 545, 1881]
- paragraph: One night recently three measly curs paid a visit to the sheep fold of M. O. Hibbard, near Clare, killing two and mangling several others. The gentleman shot one of the dogs and followed the others home. Several others report trouble of the same sort, and there would be good thing if farmers would shoot every worthless dog that comes snooping around their premises. A sheep-killing dog is one of the most expensive luxuries that a community can support.: [1238, 1310, 1466, 1468]
- table-cell: Friday, Aug. 7: [520, 1825, 589, 1839]
- paragraph: A wind storm at San Louis, province of Santiago de Cuba, has demolished the barracks there, killing two guerrillas outright and burying seven others under the ruins. Five persons were killed by electricity.: [759, 2194, 988, 2266]
- table-cell: 85: [737, 1797, 749, 1811]
- paragraph: Walter Scott, the Chicago young man who was killed by lightning while riding his wheel, was about to marry a Miss Scott of Battle Creek. The young lady is prostrated with grief.: [1238, 468, 1466, 540]
- column-rule: [993, 62, 995, 2185]
- table-cell: Friday, Aug. 2: [520, 1896, 589, 1910]
- table-cell: 3: [743, 578, 749, 592]
- harbor-image: [760, 1559, 987, 1747]
- paragraph: At West Point recently a cadet of the third class who was caught in the act of hazing a "plebe" was ordered into confinement for one year, stripped of all his privileges for the same period, including his three months' furlough for the summer, and commanded to do guard duty every Saturday after the return of the other students in the fall. The sentence is said to be the most severe that was ever inflicted upon any hazer in the United States, but it will be sustained by public sentiment.: [42, 1812, 270, 1972]
- deck: FAITHFUL RECOUNTING OF HER LATEST NEWS.: [1006, 128, 1220, 159]
- table-row: [520, 521, 749, 536]
- untraced-name-item: Frances A. Sanford, 1861, Chicago.: [288, 1055, 466, 1069]
- table-cell: St. Louis: [520, 606, 566, 620]
- table-cell: 8 Total for 4 days: [585, 1552, 671, 1566]
- paragraph: Sir Edwin Arnold, in the volume of autobiography which he has just published, tells the unique story of how, as master of the Birmingham grammar school, he was caned by one of the boys.: [42, 247, 270, 319]
- headline-sunshine-is-deadly: SUNSHINE IS DEADLY: [553, 63, 716, 122]
- portrait-image: [42, 1174, 269, 1495]
- table-cell: 15: [737, 521, 749, 536]
- divider: [786, 357, 961, 358]
- table-row: [520, 1754, 749, 1769]
- table-row: [520, 1825, 749, 1839]
- subhead: 10.60 Bushels an Acre.: [1052, 483, 1174, 498]
- table-cell: 28: [737, 1754, 749, 1769]
- table-row: [520, 1938, 749, 1952]
- table-cell: Thursday, Aug. 6: [520, 1811, 603, 1825]
- subdeck: Suffering in the Cities Is the Worst Ever Experienced—In One Day Seventy-two Die in New York and a Score Perish in Chicago.: [526, 166, 743, 224]
- table-cell: Wednesday, Aug. 7: [520, 1966, 614, 1980]
